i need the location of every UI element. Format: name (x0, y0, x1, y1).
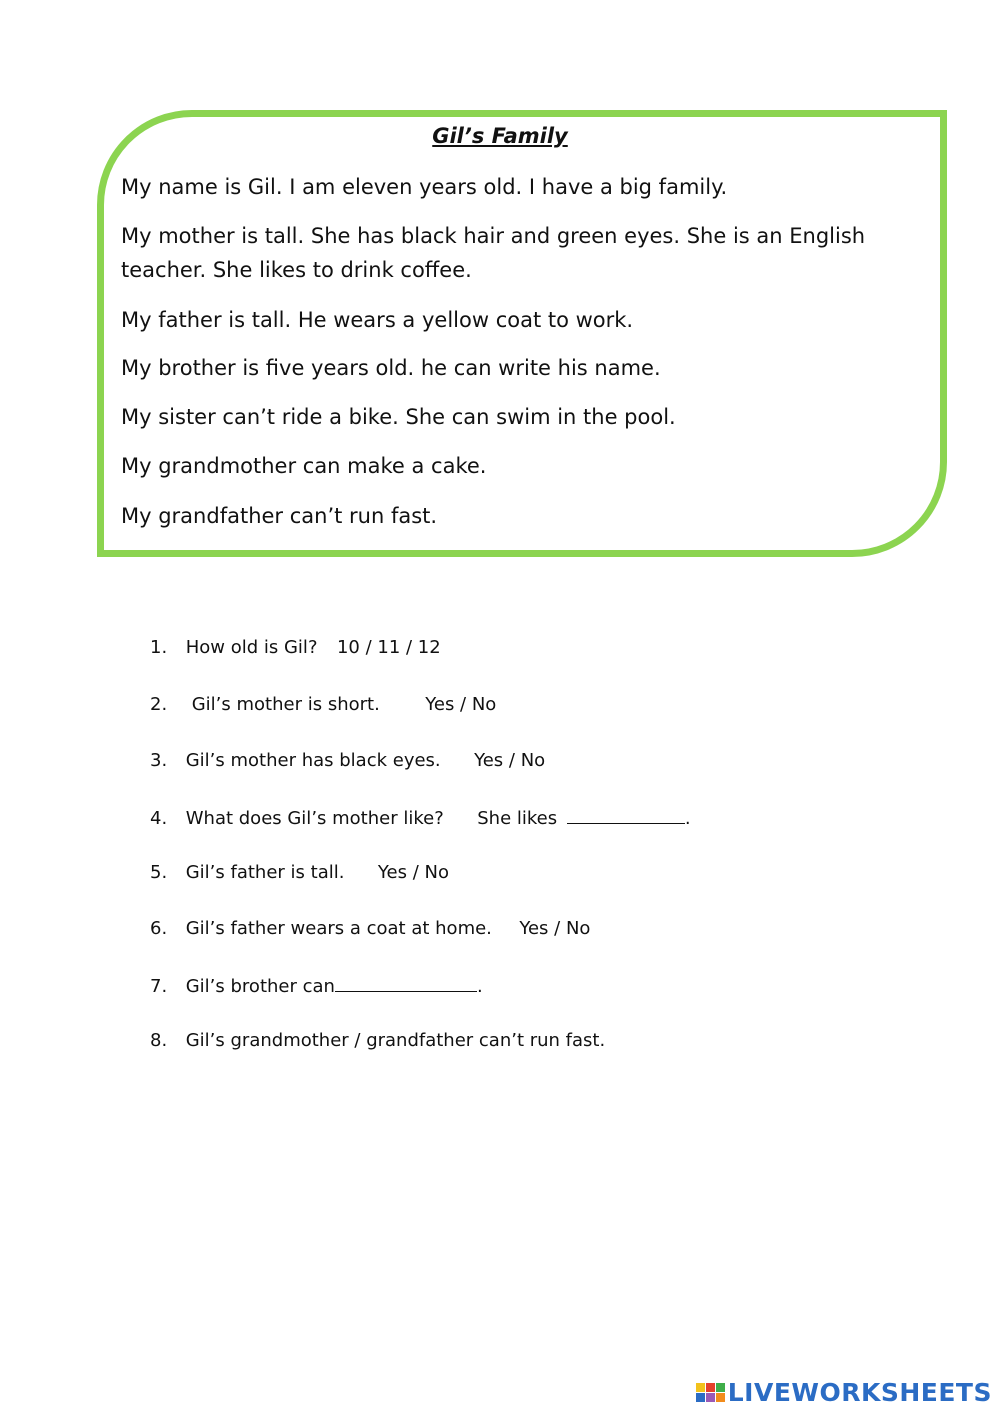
question-2 (150, 693, 496, 717)
answer-blank[interactable] (335, 973, 477, 992)
question-options[interactable]: Yes / No (474, 750, 546, 771)
question-text: Gil’s father wears a coat at home. (185, 918, 492, 939)
question-1 (150, 636, 441, 660)
answer-blank[interactable] (567, 805, 685, 824)
question-text: How old is Gil? (185, 637, 318, 658)
question-6 (150, 917, 590, 941)
question-text[interactable]: Gil’s grandmother / grandfather can’t run fast. (185, 1030, 606, 1051)
liveworksheets-logo (696, 1377, 992, 1407)
question-text: Gil’s mother is short. (191, 694, 380, 715)
question-suffix: . (476, 976, 483, 997)
story-line: My father is tall. He wears a yellow coat to work. (121, 308, 634, 332)
story-line: My brother is five years old. he can write his name. (121, 356, 661, 380)
question-7 (150, 973, 483, 999)
story-line: teacher. She likes to drink coffee. (121, 258, 472, 282)
question-3 (150, 749, 545, 773)
story-line: My mother is tall. She has black hair and green eyes. She is an English (121, 224, 866, 248)
question-number: 3. (150, 750, 168, 771)
story-title: Gil’s Family (432, 124, 568, 148)
question-4 (150, 805, 691, 831)
question-number: 1. (150, 637, 168, 658)
question-number: 8. (150, 1030, 168, 1051)
question-number: 4. (150, 808, 168, 829)
question-suffix: . (684, 808, 691, 829)
question-text: Gil’s mother has black eyes. (185, 750, 441, 771)
question-options[interactable]: Yes / No (425, 694, 497, 715)
question-text: What does Gil’s mother like? (185, 808, 444, 829)
story-line: My name is Gil. I am eleven years old. I have a big family. (121, 175, 728, 199)
question-number: 7. (150, 976, 168, 997)
question-options[interactable]: Yes / No (519, 918, 591, 939)
question-prompt: She likes (477, 808, 558, 829)
question-5 (150, 861, 449, 885)
question-number: 6. (150, 918, 168, 939)
story-line: My grandfather can’t run fast. (121, 504, 438, 528)
question-text: Gil’s father is tall. (185, 862, 345, 883)
story-line: My grandmother can make a cake. (121, 454, 487, 478)
question-number: 2. (150, 694, 168, 715)
logo-blocks-icon (696, 1383, 725, 1402)
question-number: 5. (150, 862, 168, 883)
question-options[interactable]: Yes / No (377, 862, 449, 883)
story-line: My sister can’t ride a bike. She can swim in the pool. (121, 405, 676, 429)
question-options[interactable]: 10 / 11 / 12 (336, 637, 441, 658)
logo-text: LIVEWORKSHEETS (727, 1377, 992, 1407)
question-text: Gil’s brother can (185, 976, 335, 997)
question-8 (150, 1029, 605, 1053)
